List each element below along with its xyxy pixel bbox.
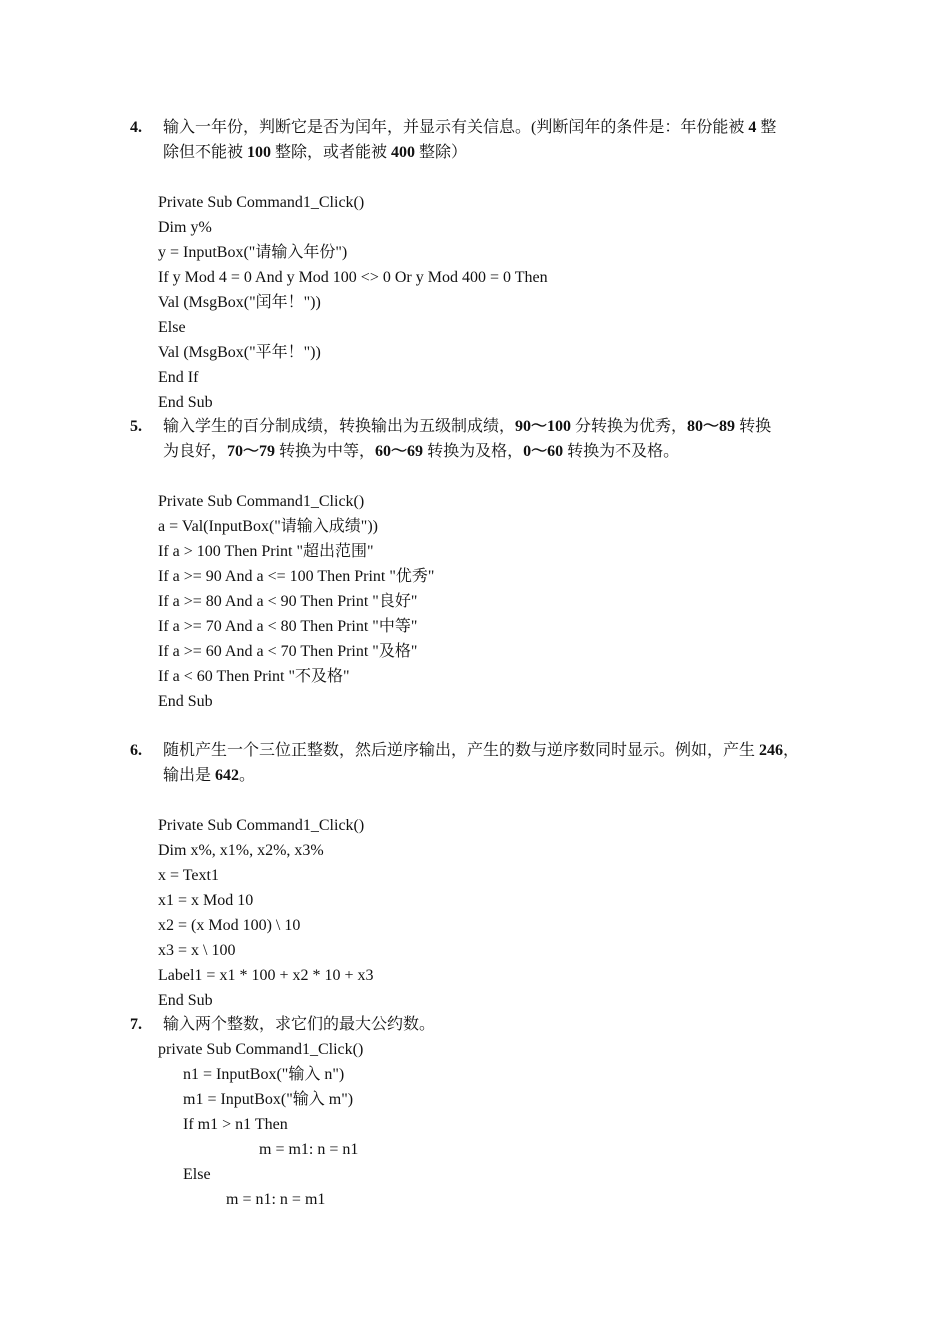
code-line: If a > 100 Then Print "超出范围" <box>158 543 374 560</box>
problem-number: 4. <box>130 119 142 136</box>
statement-bold-number: 400 <box>391 144 416 161</box>
code-line: Label1 = x1 * 100 + x2 * 10 + x3 <box>158 967 374 984</box>
statement-text: 转换为及格， <box>427 443 524 460</box>
statement-text: 转换为中等， <box>279 443 376 460</box>
problem-number: 6. <box>130 742 142 759</box>
statement-text: 整除） <box>419 144 468 161</box>
code-line: m = m1: n = n1 <box>259 1141 359 1158</box>
statement-text: 输出是 <box>163 767 212 784</box>
code-line: End Sub <box>158 394 213 411</box>
statement-text: 除但不能被 <box>163 144 244 161</box>
statement-bold-number: 4 <box>748 119 757 136</box>
problem-statement-line <box>163 118 776 138</box>
code-line: private Sub Command1_Click() <box>158 1041 364 1058</box>
code-line: Val (MsgBox("闰年！")) <box>158 294 321 311</box>
code-line: x1 = x Mod 10 <box>158 892 254 909</box>
code-line: Private Sub Command1_Click() <box>158 817 365 834</box>
problem-statement-line <box>163 741 799 761</box>
code-line: y = InputBox("请输入年份") <box>158 244 348 261</box>
code-line: x2 = (x Mod 100) \ 10 <box>158 917 301 934</box>
code-line: End Sub <box>158 693 213 710</box>
statement-bold-number: 100 <box>247 144 272 161</box>
code-line: Val (MsgBox("平年！")) <box>158 344 321 361</box>
problem-statement-line <box>163 417 771 437</box>
code-line: Dim y% <box>158 219 212 236</box>
code-line: x = Text1 <box>158 867 219 884</box>
code-line: End If <box>158 369 199 386</box>
code-line: If a < 60 Then Print "不及格" <box>158 668 350 685</box>
statement-bold-number: 246 <box>759 742 784 759</box>
statement-text: 转换 <box>739 418 772 435</box>
statement-text: 输入一年份，判断它是否为闰年，并显示有关信息。(判断闰年的条件是：年份能被 <box>163 119 745 136</box>
problem-number: 7. <box>130 1016 142 1033</box>
problem-statement-line <box>163 442 679 462</box>
code-line: If a >= 60 And a < 70 Then Print "及格" <box>158 643 418 660</box>
code-line: n1 = InputBox("输入 n") <box>183 1066 345 1083</box>
statement-bold-range: 0～60 <box>523 443 564 460</box>
statement-text: 转换为不及格。 <box>567 443 680 460</box>
code-line: If a >= 80 And a < 90 Then Print "良好" <box>158 593 418 610</box>
statement-text: 为良好， <box>163 443 228 460</box>
statement-text: ， <box>783 742 800 759</box>
statement-bold-range: 70～79 <box>227 443 276 460</box>
statement-text: 分转换为优秀， <box>575 418 688 435</box>
statement-bold-range: 80～89 <box>687 418 736 435</box>
code-line: Dim x%, x1%, x2%, x3% <box>158 842 324 859</box>
statement-text: 整 <box>760 119 777 136</box>
problem-statement-line: 输入两个整数，求它们的最大公约数。 <box>163 1016 436 1033</box>
problem-number: 5. <box>130 418 142 435</box>
statement-text: 。 <box>239 767 256 784</box>
problem-statement-line <box>163 766 255 786</box>
problem-statement-line <box>163 143 467 163</box>
code-line: a = Val(InputBox("请输入成绩")) <box>158 518 378 535</box>
statement-bold-range: 60～69 <box>375 443 424 460</box>
code-line: If a >= 70 And a < 80 Then Print "中等" <box>158 618 418 635</box>
code-line: x3 = x \ 100 <box>158 942 236 959</box>
statement-text: 输入学生的百分制成绩，转换输出为五级制成绩， <box>163 418 516 435</box>
code-line: If y Mod 4 = 0 And y Mod 100 <> 0 Or y Mod 400 = 0 Then <box>158 269 548 286</box>
code-line: Private Sub Command1_Click() <box>158 493 365 510</box>
statement-bold-number: 642 <box>215 767 240 784</box>
statement-text: 随机产生一个三位正整数，然后逆序输出，产生的数与逆序数同时显示。例如，产生 <box>163 742 756 759</box>
code-line: Private Sub Command1_Click() <box>158 194 365 211</box>
code-line: m1 = InputBox("输入 m") <box>183 1091 354 1108</box>
code-line: m = n1: n = m1 <box>226 1191 326 1208</box>
code-line: If m1 > n1 Then <box>183 1116 288 1133</box>
code-line: Else <box>183 1166 211 1183</box>
code-line: If a >= 90 And a <= 100 Then Print "优秀" <box>158 568 435 585</box>
code-line: End Sub <box>158 992 213 1009</box>
statement-bold-range: 90～100 <box>515 418 572 435</box>
statement-text: 整除，或者能被 <box>275 144 388 161</box>
code-line: Else <box>158 319 186 336</box>
